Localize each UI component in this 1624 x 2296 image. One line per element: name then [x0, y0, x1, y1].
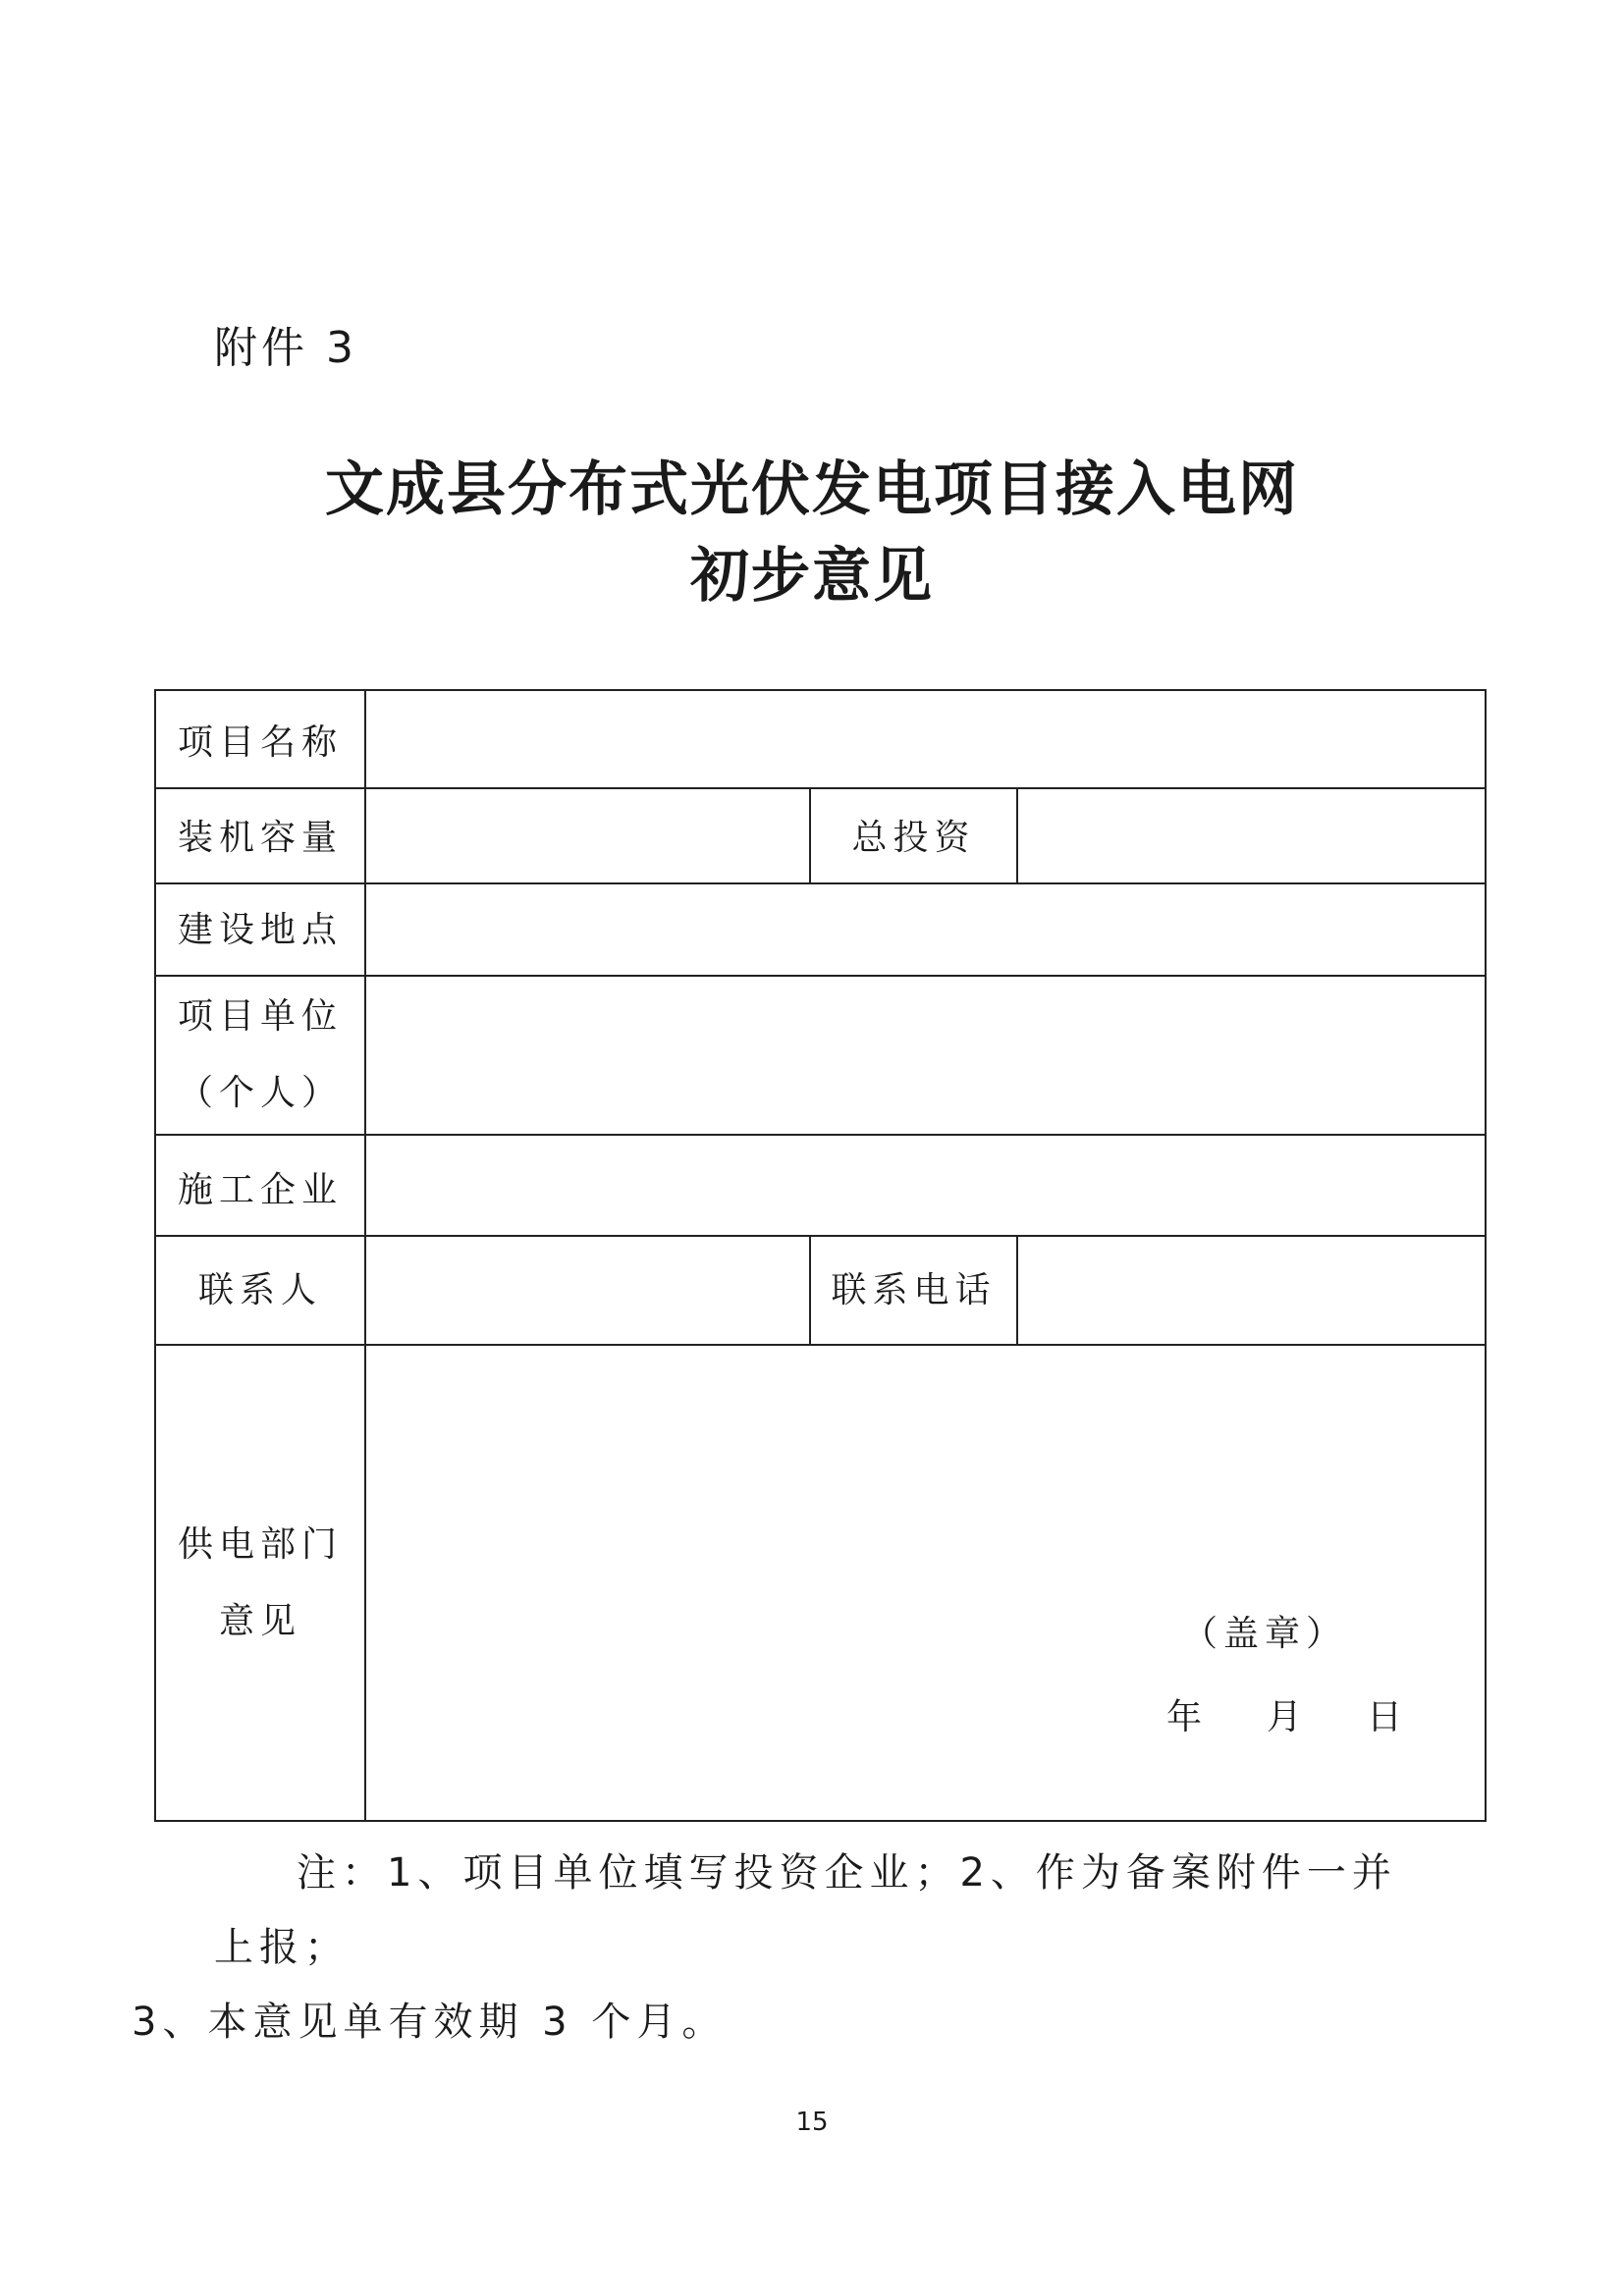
total-investment-field[interactable]: [1017, 788, 1486, 883]
total-investment-label: 总投资: [810, 788, 1017, 883]
date-month: 月: [1267, 1697, 1309, 1737]
footnote-line1: 注：1、项目单位填写投资企业；2、作为备案附件一并上报；: [214, 1850, 1397, 1970]
project-unit-field[interactable]: [365, 976, 1486, 1135]
contact-phone-field[interactable]: [1017, 1236, 1486, 1345]
footnote: [132, 1836, 1422, 2059]
date-day: 日: [1367, 1697, 1409, 1737]
project-name-field[interactable]: [365, 690, 1486, 788]
row-project-name: [155, 690, 1486, 788]
capacity-field[interactable]: [365, 788, 810, 883]
row-supply-opinion: [155, 1345, 1486, 1821]
supply-dept-label-line2: 意见: [218, 1600, 301, 1641]
title-line-2: 初步意见: [690, 542, 934, 611]
row-site: [155, 883, 1486, 976]
row-contact: [155, 1236, 1486, 1345]
seal-text: （盖章）: [1182, 1614, 1348, 1654]
footnote-line2: 3、本意见单有效期 3 个月。: [132, 2000, 728, 2045]
date-line: [1166, 1689, 1408, 1739]
capacity-label: 装机容量: [155, 788, 365, 883]
row-project-unit: [155, 976, 1486, 1135]
supply-opinion-field[interactable]: [365, 1345, 1486, 1821]
title-line-1: 文成县分布式光伏发电项目接入电网: [325, 455, 1299, 524]
site-field[interactable]: [365, 883, 1486, 976]
project-unit-label-line2: （个人）: [177, 1073, 343, 1113]
contractor-label: 施工企业: [155, 1135, 365, 1236]
contact-phone-label: 联系电话: [810, 1236, 1017, 1345]
project-name-label: 项目名称: [155, 690, 365, 788]
site-label: 建设地点: [155, 883, 365, 976]
contact-person-field[interactable]: [365, 1236, 810, 1345]
project-unit-label-line1: 项目单位: [177, 996, 343, 1037]
row-contractor: [155, 1135, 1486, 1236]
date-year: 年: [1165, 1697, 1208, 1737]
contractor-field[interactable]: [365, 1135, 1486, 1236]
page-number: 15: [795, 2108, 829, 2137]
supply-dept-label: [155, 1345, 365, 1821]
opinion-form-table: [154, 689, 1487, 1822]
document-title: [0, 447, 1624, 619]
row-capacity: [155, 788, 1486, 883]
contact-person-label: 联系人: [155, 1236, 365, 1345]
attachment-label: 附件 3: [214, 323, 357, 373]
project-unit-label: [155, 976, 365, 1135]
supply-dept-label-line1: 供电部门: [177, 1523, 343, 1565]
